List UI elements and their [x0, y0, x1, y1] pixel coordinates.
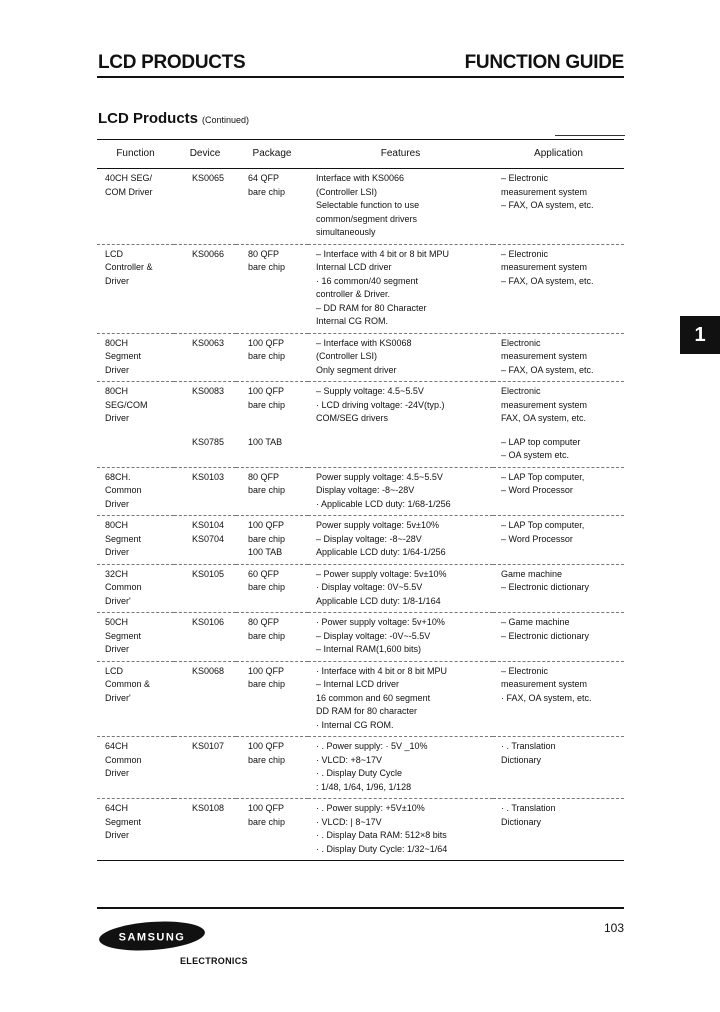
features-cell-line: common/segment drivers [316, 213, 418, 224]
package-cell [236, 564, 308, 613]
application-cell-line: – LAP top computer [501, 436, 581, 447]
features-cell-line: · Applicable LCD duty: 1/68-1/256 [316, 498, 451, 509]
application-cell-line: – LAP Top computer, [501, 520, 585, 530]
logo-text: SAMSUNG [118, 931, 186, 944]
table-row [97, 244, 624, 333]
package-cell [236, 799, 308, 861]
device-cell-line: KS0063 [192, 337, 225, 348]
application-cell [493, 467, 624, 516]
function-cell [97, 382, 174, 430]
function-cell-line: Driver [105, 413, 129, 423]
features-cell-line: · . Power supply: +5V±10% [316, 803, 425, 813]
function-cell-line: 80CH [105, 386, 129, 396]
device-cell-line: KS0704 [192, 533, 225, 544]
function-cell-line: Controller & [105, 262, 153, 272]
device-cell [174, 737, 236, 799]
package-cell-line: 100 QFP [248, 665, 285, 676]
function-cell-line: Common [105, 582, 142, 592]
package-cell [236, 169, 308, 245]
section-note: (Continued) [202, 115, 250, 125]
application-cell [493, 661, 624, 737]
features-cell-line: 16 common and 60 segment [316, 692, 431, 703]
function-cell-line: Segment [105, 533, 142, 544]
device-cell [174, 799, 236, 861]
package-cell-line: 80 QFP [248, 617, 280, 627]
device-cell-line: KS0785 [192, 436, 225, 447]
features-cell-line: Power supply voltage: 4.5~5.5V [316, 471, 443, 482]
application-cell [493, 613, 624, 662]
features-cell-line: – Internal RAM(1,600 bits) [316, 644, 422, 654]
package-cell-line: bare chip [248, 582, 286, 592]
application-cell [493, 382, 624, 430]
features-cell-line: · Power supply voltage: 5v+10% [316, 617, 445, 627]
function-cell-line: Driver [105, 644, 129, 654]
features-cell-line: · . Display Duty Cycle: 1/32~1/64 [316, 843, 448, 854]
col-device: Device [174, 140, 236, 169]
lcd-products-table [97, 139, 624, 861]
package-cell-line: 80 QFP [248, 471, 280, 482]
features-cell-line: – DD RAM for 80 Character [316, 302, 427, 313]
package-cell [236, 430, 308, 468]
function-cell-line: Common & [105, 679, 151, 689]
features-cell-line: Internal CG ROM. [316, 316, 389, 326]
table-row [97, 564, 624, 613]
package-cell-line: 100 TAB [248, 547, 283, 557]
features-cell-line: Internal LCD driver [316, 262, 392, 272]
features-cell [308, 516, 493, 565]
table-body [97, 169, 624, 861]
table-row [97, 516, 624, 565]
application-cell [493, 430, 624, 468]
header-rule [97, 76, 624, 78]
application-cell-line: – Electronic [501, 248, 549, 259]
device-cell-line: KS0083 [192, 386, 225, 396]
table-subrow [97, 430, 624, 468]
col-application: Application [493, 140, 624, 169]
function-cell-line: 32CH [105, 568, 129, 579]
features-cell-line: – Power supply voltage: 5v±10% [316, 568, 447, 579]
header-left-title: LCD PRODUCTS [98, 52, 246, 73]
device-cell-line: KS0065 [192, 173, 225, 183]
application-cell-line: measurement system [501, 262, 588, 272]
application-cell-line: Dictionary [501, 816, 542, 827]
device-cell-line: KS0105 [192, 568, 225, 579]
package-cell-line: bare chip [248, 351, 286, 361]
package-cell [236, 737, 308, 799]
application-cell-line: · . Translation [501, 803, 556, 813]
table-row [97, 737, 624, 799]
function-cell [97, 613, 174, 662]
package-cell-line: bare chip [248, 816, 286, 827]
application-cell-line: · . Translation [501, 741, 556, 751]
function-cell-line: Driver [105, 547, 129, 557]
features-cell-line: – Display voltage: -0V~-5.5V [316, 630, 431, 641]
features-cell-line: · Internal CG ROM. [316, 719, 394, 730]
function-cell-line: LCD [105, 248, 124, 259]
features-cell [308, 244, 493, 333]
table-row [97, 613, 624, 662]
function-cell-line: Common [105, 485, 142, 495]
features-cell-line: · LCD driving voltage: -24V(typ.) [316, 399, 445, 410]
application-cell-line: – Electronic [501, 173, 549, 183]
device-cell [174, 169, 236, 245]
application-cell-line: – FAX, OA system, etc. [501, 364, 594, 375]
device-cell [174, 613, 236, 662]
device-cell [174, 467, 236, 516]
function-cell-line: Segment [105, 630, 142, 641]
device-cell [174, 382, 236, 430]
application-cell-line: measurement system [501, 186, 588, 197]
function-cell-line: 64CH [105, 803, 129, 813]
application-cell-line: Game machine [501, 568, 563, 579]
function-cell [97, 333, 174, 382]
header-right-title: FUNCTION GUIDE [464, 52, 624, 73]
device-cell-line: KS0104 [192, 520, 225, 530]
table-row [97, 799, 624, 861]
features-cell-line: Only segment driver [316, 364, 397, 375]
application-cell-line: Electronic [501, 337, 541, 348]
function-cell [97, 661, 174, 737]
device-cell [174, 244, 236, 333]
features-cell [308, 564, 493, 613]
features-cell-line: · VLCD: +8~17V [316, 754, 383, 765]
device-cell [174, 564, 236, 613]
application-cell-line: · FAX, OA system, etc. [501, 692, 592, 703]
decorative-dash [555, 135, 625, 136]
features-cell-line: Display voltage: -8~-28V [316, 485, 415, 495]
package-cell-line: 64 QFP [248, 173, 280, 183]
application-cell [493, 333, 624, 382]
function-cell [97, 737, 174, 799]
device-cell-line: KS0106 [192, 617, 225, 627]
col-features: Features [308, 140, 493, 169]
function-cell [97, 516, 174, 565]
features-cell-line: Applicable LCD duty: 1/64-1/256 [316, 547, 446, 557]
empty-cell [308, 430, 493, 468]
package-cell [236, 244, 308, 333]
function-cell-line: Driver [105, 364, 129, 375]
function-cell-line: Segment [105, 816, 142, 827]
device-cell-line: KS0103 [192, 471, 225, 482]
package-cell-line: 100 QFP [248, 386, 285, 396]
empty-cell [97, 430, 174, 468]
device-cell [174, 430, 236, 468]
application-cell-line: Electronic [501, 386, 541, 396]
footer-rule [97, 907, 624, 909]
package-cell-line: 100 QFP [248, 337, 285, 348]
package-cell [236, 333, 308, 382]
application-cell-line: – Electronic dictionary [501, 630, 590, 641]
application-cell [493, 244, 624, 333]
device-cell-line: KS0066 [192, 248, 225, 259]
col-function: Function [97, 140, 174, 169]
application-cell-line: – Word Processor [501, 485, 573, 495]
function-cell-line: Driver' [105, 595, 131, 606]
chapter-tab: 1 [680, 316, 720, 354]
package-cell-line: bare chip [248, 754, 286, 765]
features-cell-line: – Internal LCD driver [316, 679, 400, 689]
application-cell-line: – FAX, OA system, etc. [501, 275, 594, 286]
features-cell-line: Applicable LCD duty: 1/8-1/164 [316, 595, 441, 606]
features-cell-line: Interface with KS0066 [316, 173, 405, 183]
function-cell-line: 64CH [105, 741, 129, 751]
package-cell-line: bare chip [248, 679, 286, 689]
device-cell-line: KS0108 [192, 803, 225, 813]
application-cell-line: measurement system [501, 399, 588, 410]
features-cell [308, 169, 493, 245]
package-cell-line: 80 QFP [248, 248, 280, 259]
function-cell-line: 80CH [105, 337, 129, 348]
application-cell-line: measurement system [501, 679, 588, 689]
table-header-row [97, 140, 624, 169]
package-cell-line: bare chip [248, 485, 286, 495]
function-cell-line: 80CH [105, 520, 129, 530]
application-cell [493, 737, 624, 799]
function-cell [97, 169, 174, 245]
application-cell [493, 169, 624, 245]
package-cell-line: bare chip [248, 630, 286, 641]
table-row [97, 467, 624, 516]
section-title [98, 110, 249, 127]
application-cell-line: – LAP Top computer, [501, 471, 585, 482]
features-cell-line: Power supply voltage: 5v±10% [316, 520, 440, 530]
package-cell-line: bare chip [248, 186, 286, 197]
features-cell-line: – Interface with 4 bit or 8 bit MPU [316, 248, 450, 259]
section-title-text: LCD Products [98, 110, 199, 127]
function-cell-line: Driver [105, 498, 129, 509]
table-row [97, 382, 624, 430]
table-row [97, 169, 624, 245]
table-row [97, 333, 624, 382]
application-cell [493, 799, 624, 861]
package-cell [236, 516, 308, 565]
features-cell-line: · . Display Duty Cycle [316, 768, 403, 778]
package-cell-line: 60 QFP [248, 568, 280, 579]
application-cell-line: FAX, OA system, etc. [501, 413, 587, 423]
features-cell-line: : 1/48, 1/64, 1/96, 1/128 [316, 781, 412, 792]
features-cell [308, 737, 493, 799]
function-cell-line: Driver' [105, 692, 131, 703]
function-cell-line: 40CH SEG/ [105, 173, 153, 183]
package-cell-line: bare chip [248, 399, 286, 410]
function-cell-line: Driver [105, 275, 129, 286]
application-cell-line: – Game machine [501, 617, 570, 627]
function-cell [97, 799, 174, 861]
features-cell-line: controller & Driver. [316, 289, 391, 299]
features-cell-line: · . Display Data RAM: 512×8 bits [316, 830, 447, 840]
table-row [97, 661, 624, 737]
features-cell-line: · . Power supply: · 5V _10% [316, 741, 428, 751]
function-cell-line: 50CH [105, 617, 129, 627]
function-cell-line: 68CH. [105, 471, 131, 482]
package-cell-line: bare chip [248, 262, 286, 272]
features-cell [308, 661, 493, 737]
function-cell-line: Common [105, 754, 142, 765]
function-cell-line: LCD [105, 665, 124, 676]
page-number: 103 [603, 921, 624, 935]
package-cell [236, 382, 308, 430]
col-package: Package [236, 140, 308, 169]
function-cell-line: Segment [105, 351, 142, 361]
application-cell-line: – Electronic dictionary [501, 582, 590, 592]
features-cell [308, 467, 493, 516]
package-cell-line: 100 TAB [248, 436, 283, 447]
samsung-logo-icon [98, 921, 206, 951]
device-cell-line: KS0107 [192, 741, 225, 751]
function-cell-line: COM Driver [105, 186, 153, 197]
features-cell-line: (Controller LSI) [316, 186, 378, 197]
features-cell-line: · Interface with 4 bit or 8 bit MPU [316, 665, 448, 676]
features-cell [308, 382, 493, 430]
features-cell-line: simultaneously [316, 227, 376, 237]
logo-subtitle: ELECTRONICS [180, 956, 248, 966]
application-cell-line: – OA system etc. [501, 450, 570, 460]
application-cell-line: – Electronic [501, 665, 549, 676]
application-cell-line: – FAX, OA system, etc. [501, 200, 594, 210]
features-cell-line: – Supply voltage: 4.5~5.5V [316, 386, 424, 396]
function-cell [97, 244, 174, 333]
package-cell-line: 100 QFP [248, 520, 285, 530]
application-cell-line: – Word Processor [501, 533, 573, 544]
application-cell [493, 564, 624, 613]
application-cell-line: measurement system [501, 351, 588, 361]
features-cell [308, 613, 493, 662]
device-cell [174, 661, 236, 737]
device-cell-line: KS0068 [192, 665, 225, 676]
features-cell-line: · VLCD: | 8~17V [316, 816, 382, 827]
features-cell-line: (Controller LSI) [316, 351, 378, 361]
features-cell-line: – Interface with KS0068 [316, 337, 412, 348]
features-cell [308, 799, 493, 861]
package-cell [236, 613, 308, 662]
application-cell [493, 516, 624, 565]
application-cell-line: Dictionary [501, 754, 542, 765]
package-cell [236, 467, 308, 516]
features-cell-line: – Display voltage: -8~-28V [316, 533, 422, 544]
features-cell-line: Selectable function to use [316, 200, 420, 210]
function-cell-line: Driver [105, 768, 129, 778]
features-cell-line: · 16 common/40 segment [316, 275, 419, 286]
features-cell-line: DD RAM for 80 character [316, 706, 418, 716]
features-cell-line: · Display voltage: 0V~5.5V [316, 582, 423, 592]
function-cell-line: SEG/COM [105, 399, 148, 410]
features-cell-line: COM/SEG drivers [316, 413, 389, 423]
features-cell [308, 333, 493, 382]
package-cell [236, 661, 308, 737]
function-cell-line: Driver [105, 830, 129, 840]
package-cell-line: 100 QFP [248, 741, 285, 751]
package-cell-line: bare chip [248, 533, 286, 544]
device-cell [174, 333, 236, 382]
device-cell [174, 516, 236, 565]
function-cell [97, 564, 174, 613]
package-cell-line: 100 QFP [248, 803, 285, 813]
function-cell [97, 467, 174, 516]
